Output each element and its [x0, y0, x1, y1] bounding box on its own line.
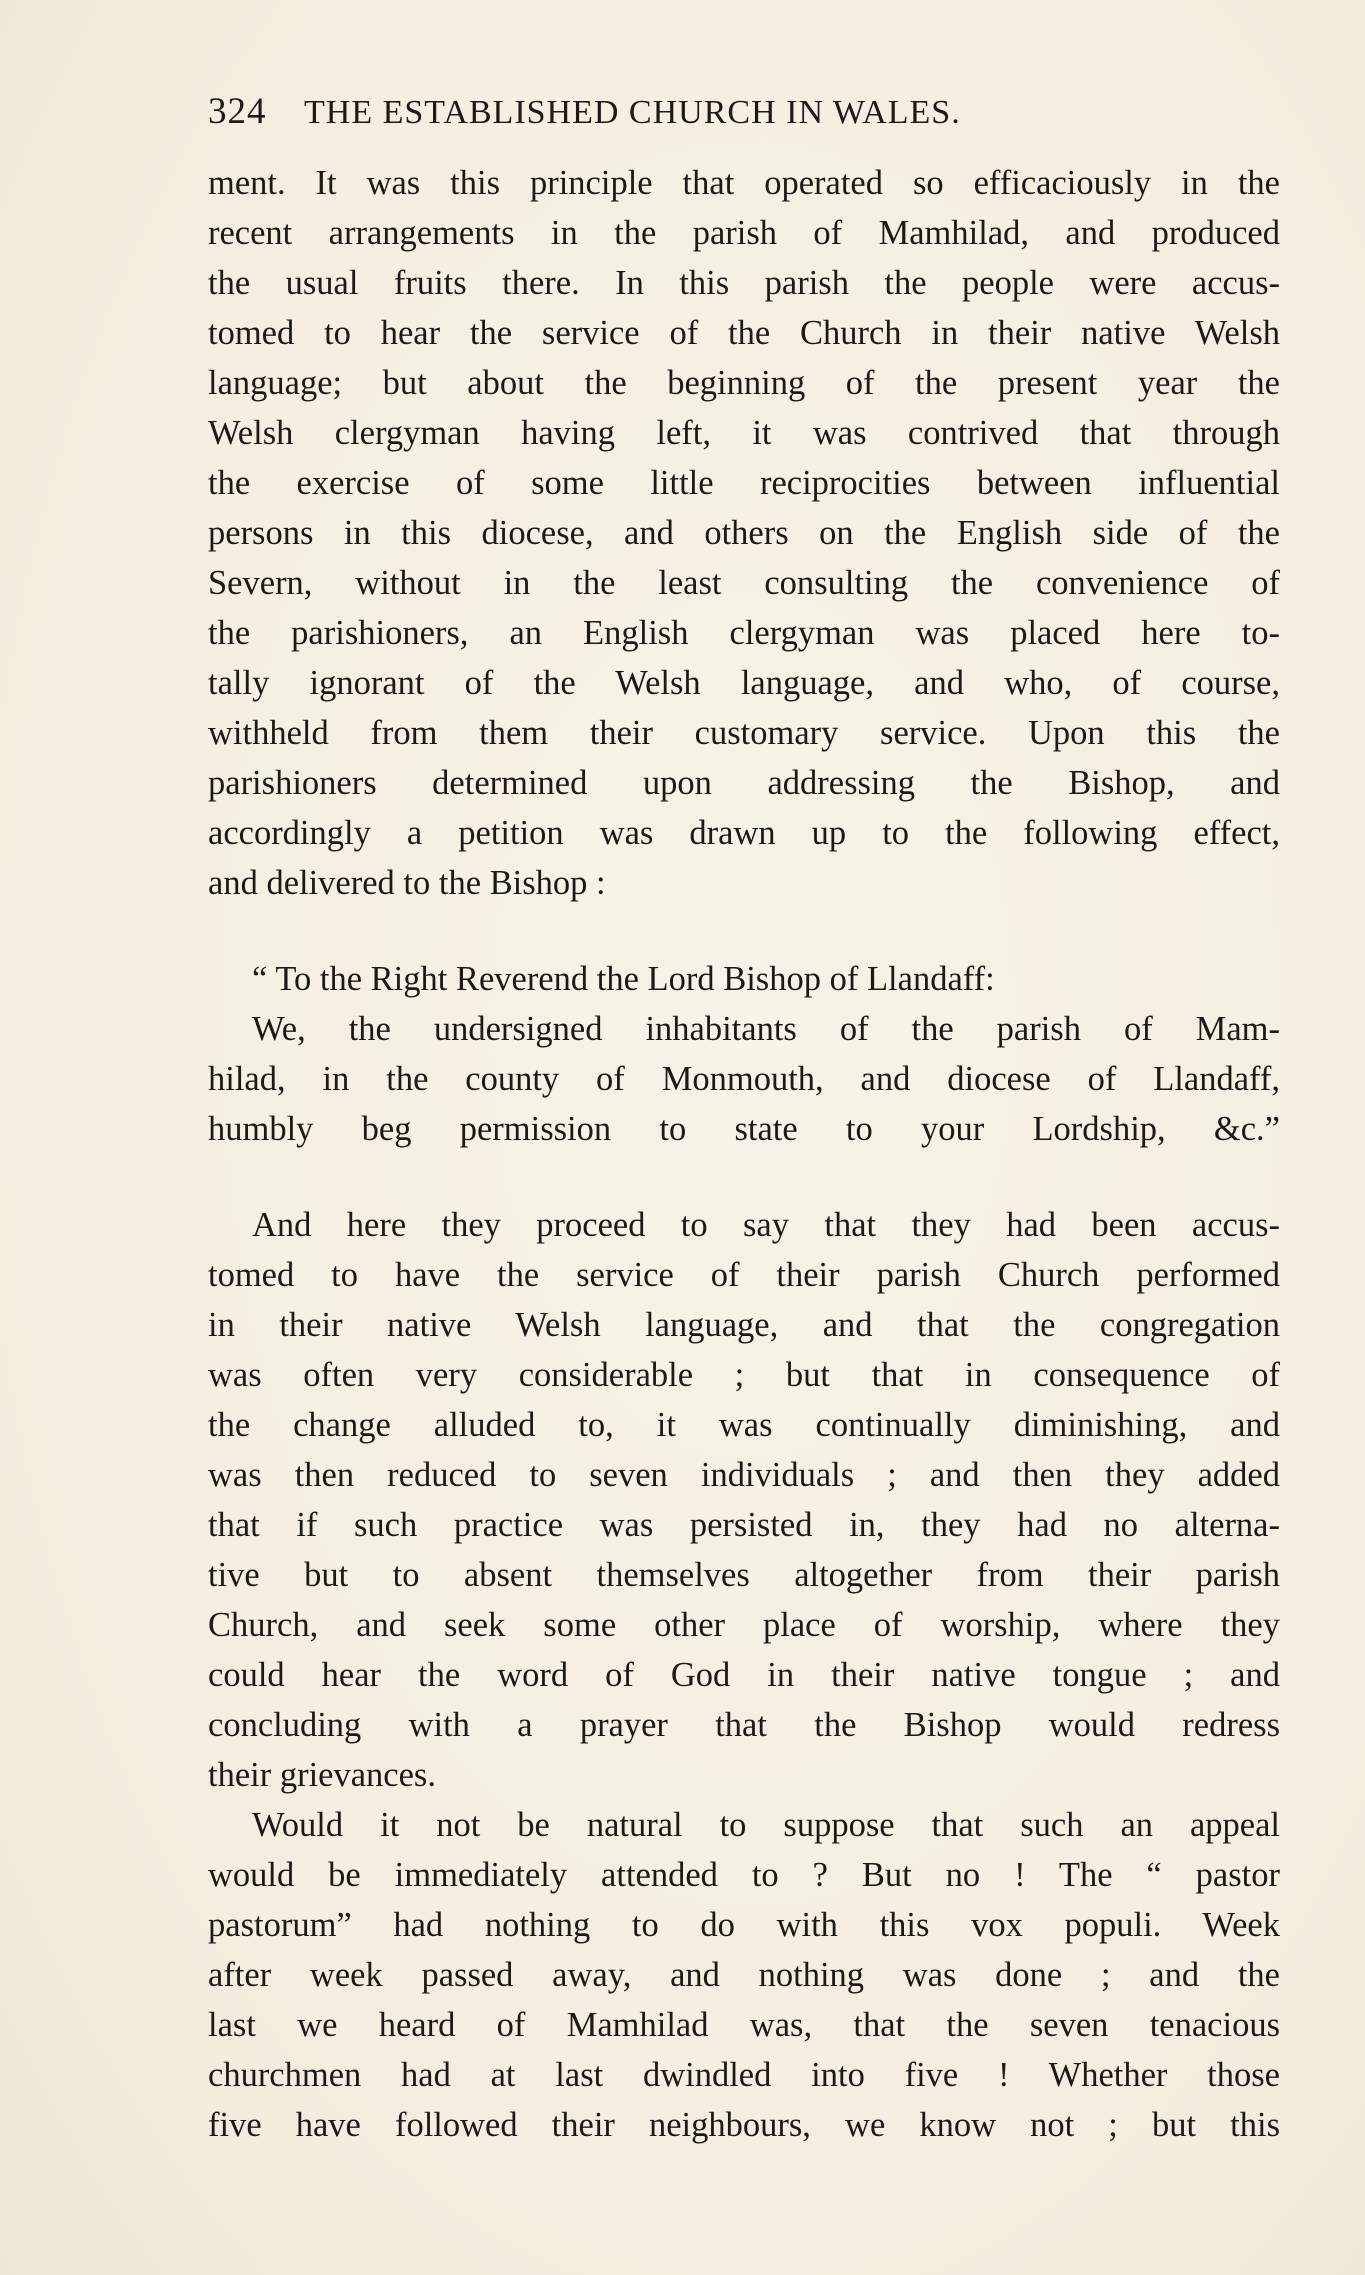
- text-line: and delivered to the Bishop :: [208, 864, 606, 902]
- body-text: [208, 158, 1280, 2150]
- text-line: tomed to hear the service of the Church in their native Welsh: [208, 314, 1280, 352]
- text-line: withheld from them their customary service. Upon this the: [208, 714, 1280, 752]
- text-line: would be immediately attended to ? But no ! The “ pastor: [208, 1856, 1280, 1894]
- text-line: churchmen had at last dwindled into five ! Whether those: [208, 2056, 1280, 2094]
- text-line: the exercise of some little reciprocities between influential: [208, 464, 1280, 502]
- text-line: Welsh clergyman having left, it was contrived that through: [208, 414, 1280, 452]
- text-line: was often very considerable ; but that in consequence of: [208, 1356, 1280, 1394]
- text-line: ment. It was this principle that operated so efficaciously in the: [208, 164, 1280, 202]
- paragraph-appeal: [208, 1800, 1280, 2150]
- page-number: 324: [208, 91, 267, 132]
- quote-line: “ To the Right Reverend the Lord Bishop of Llandaff:: [252, 960, 995, 998]
- text-line: language; but about the beginning of the present year the: [208, 364, 1280, 402]
- text-line: Severn, without in the least consulting the convenience of: [208, 564, 1280, 602]
- running-title: THE ESTABLISHED CHURCH IN WALES.: [304, 94, 961, 131]
- text-line: was then reduced to seven individuals ; and then they added: [208, 1456, 1280, 1494]
- quote-line: humbly beg permission to state to your Lordship, &c.”: [208, 1110, 1280, 1148]
- text-line: last we heard of Mamhilad was, that the seven tenacious: [208, 2006, 1280, 2044]
- text-line: their grievances.: [208, 1756, 436, 1794]
- text-line: persons in this diocese, and others on the English side of the: [208, 514, 1280, 552]
- text-line: that if such practice was persisted in, they had no alterna-: [208, 1506, 1280, 1544]
- text-line: recent arrangements in the parish of Mamhilad, and produced: [208, 214, 1280, 252]
- text-line: And here they proceed to say that they had been accus-: [252, 1206, 1280, 1244]
- petition-quote: [208, 954, 1280, 1154]
- paragraph-gap: [208, 1154, 1280, 1200]
- text-line: after week passed away, and nothing was done ; and the: [208, 1956, 1280, 1994]
- page-header: [208, 90, 1208, 134]
- text-line: accordingly a petition was drawn up to the following effect,: [208, 814, 1280, 852]
- text-line: five have followed their neighbours, we know not ; but this: [208, 2106, 1280, 2144]
- text-line: tive but to absent themselves altogether from their parish: [208, 1556, 1280, 1594]
- text-line: concluding with a prayer that the Bishop would redress: [208, 1706, 1280, 1744]
- text-line: the parishioners, an English clergyman was placed here to-: [208, 614, 1280, 652]
- quote-line: We, the undersigned inhabitants of the parish of Mam-: [252, 1010, 1280, 1048]
- paragraph-proceed: [208, 1200, 1280, 1800]
- text-line: Would it not be natural to suppose that such an appeal: [252, 1806, 1280, 1844]
- quote-line: hilad, in the county of Monmouth, and diocese of Llandaff,: [208, 1060, 1280, 1098]
- text-line: in their native Welsh language, and that the congregation: [208, 1306, 1280, 1344]
- text-line: parishioners determined upon addressing the Bishop, and: [208, 764, 1280, 802]
- text-line: pastorum” had nothing to do with this vox populi. Week: [208, 1906, 1280, 1944]
- paragraph-gap: [208, 908, 1280, 954]
- text-line: Church, and seek some other place of worship, where they: [208, 1606, 1280, 1644]
- text-line: tomed to have the service of their parish Church performed: [208, 1256, 1280, 1294]
- text-line: could hear the word of God in their native tongue ; and: [208, 1656, 1280, 1694]
- text-line: the change alluded to, it was continually diminishing, and: [208, 1406, 1280, 1444]
- text-line: the usual fruits there. In this parish the people were accus-: [208, 264, 1280, 302]
- paragraph-intro: [208, 158, 1280, 908]
- text-line: tally ignorant of the Welsh language, and who, of course,: [208, 664, 1280, 702]
